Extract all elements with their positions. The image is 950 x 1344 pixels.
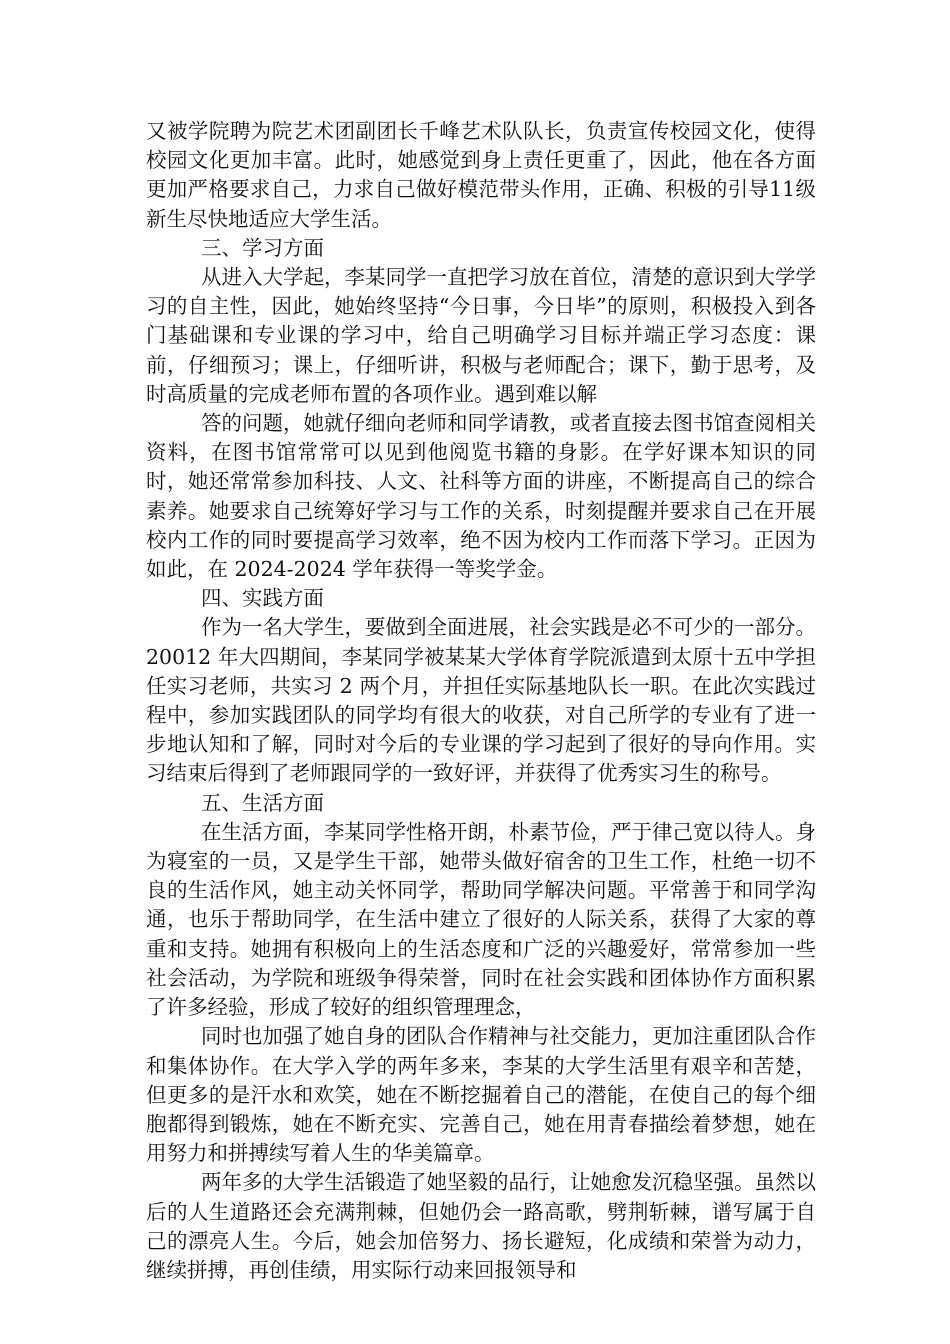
paragraph-study-2: 答的问题，她就仔细向老师和同学请教，或者直接去图书馆查阅相关资料，在图书馆常常可以见到他阅览书籍的身影。在学好课本知识的同时，她还常常参加科技、人文、社科等方面的讲座，不断提高自己的综合素养。她要求自己统筹好学习与工作的关系，时刻提醒并要求自己在开展校内工作的同时要提高学习效率，绝不因为校内工作而落下学习。正因为如此，在 2024-2024 学年获得一等奖学金。 (146, 411, 816, 582)
paragraph-life-2: 同时也加强了她自身的团队合作精神与社交能力，更加注重团队合作和集体协作。在大学入学的两年多来，李某的大学生活里有艰辛和苦楚，但更多的是汗水和欢笑，她在不断挖掘着自己的潜能，在使自己的每个细胞都得到锻炼，她在不断充实、完善自己，她在用青春描绘着梦想，她在用努力和拼搏续写着人生的华美篇章。 (146, 1024, 816, 1166)
paragraph-continuation: 又被学院聘为院艺术团副团长千峰艺术队队长，负责宣传校园文化，使得校园文化更加丰富。此时，她感觉到身上责任更重了，因此，他在各方面更加严格要求自己，力求自己做好模范带头作用，正确、积极的引导11级新生尽快地适应大学生活。 (146, 119, 816, 231)
paragraph-conclusion: 两年多的大学生活锻造了她坚毅的品行，让她愈发沉稳坚强。虽然以后的人生道路还会充满荆棘，但她仍会一路高歌，劈荆斩棘，谱写属于自己的漂亮人生。今后，她会加倍努力、扬长避短，化成绩和荣誉为动力，继续拼搏，再创佳绩，用实际行动来回报领导和 (146, 1170, 816, 1282)
section-heading-life: 五、生活方面 (201, 790, 324, 815)
section-heading-practice: 四、实践方面 (201, 586, 324, 611)
section-heading-study: 三、学习方面 (201, 235, 324, 260)
paragraph-study-1: 从进入大学起，李某同学一直把学习放在首位，清楚的意识到大学学习的自主性，因此，她始终坚持“今日事，今日毕”的原则，积极投入到各门基础课和专业课的学习中，给自己明确学习目标并端正学习态度：课前，仔细预习；课上，仔细听讲，积极与老师配合；课下，勤于思考，及时高质量的完成老师布置的各项作业。遇到难以解 (146, 265, 816, 406)
document-page (146, 117, 816, 1285)
paragraph-life-1: 在生活方面，李某同学性格开朗，朴素节俭，严于律己宽以待人。身为寝室的一员，又是学生干部，她带头做好宿舍的卫生工作，杜绝一切不良的生活作风，她主动关怀同学，帮助同学解决问题。平常善于和同学沟通，也乐于帮助同学，在生活中建立了很好的人际关系，获得了大家的尊重和支持。她拥有积极向上的生活态度和广泛的兴趣爱好，常常参加一些社会活动，为学院和班级争得荣誉，同时在社会实践和团体协作方面积累了许多经验，形成了较好的组织管理理念， (146, 819, 816, 1020)
paragraph-practice: 作为一名大学生，要做到全面进展，社会实践是必不可少的一部分。20012 年大四期间，李某同学被某某大学体育学院派遣到太原十五中学担任实习老师，共实习 2 两个月，并担任实际基地队长一职。在此次实践过程中，参加实践团队的同学均有很大的收获，对自己所学的专业有了进一步地认知和了解，同时对今后的专业课的学习起到了很好的导向作用。实习结束后得到了老师跟同学的一致好评，并获得了优秀实习生的称号。 (146, 615, 816, 786)
